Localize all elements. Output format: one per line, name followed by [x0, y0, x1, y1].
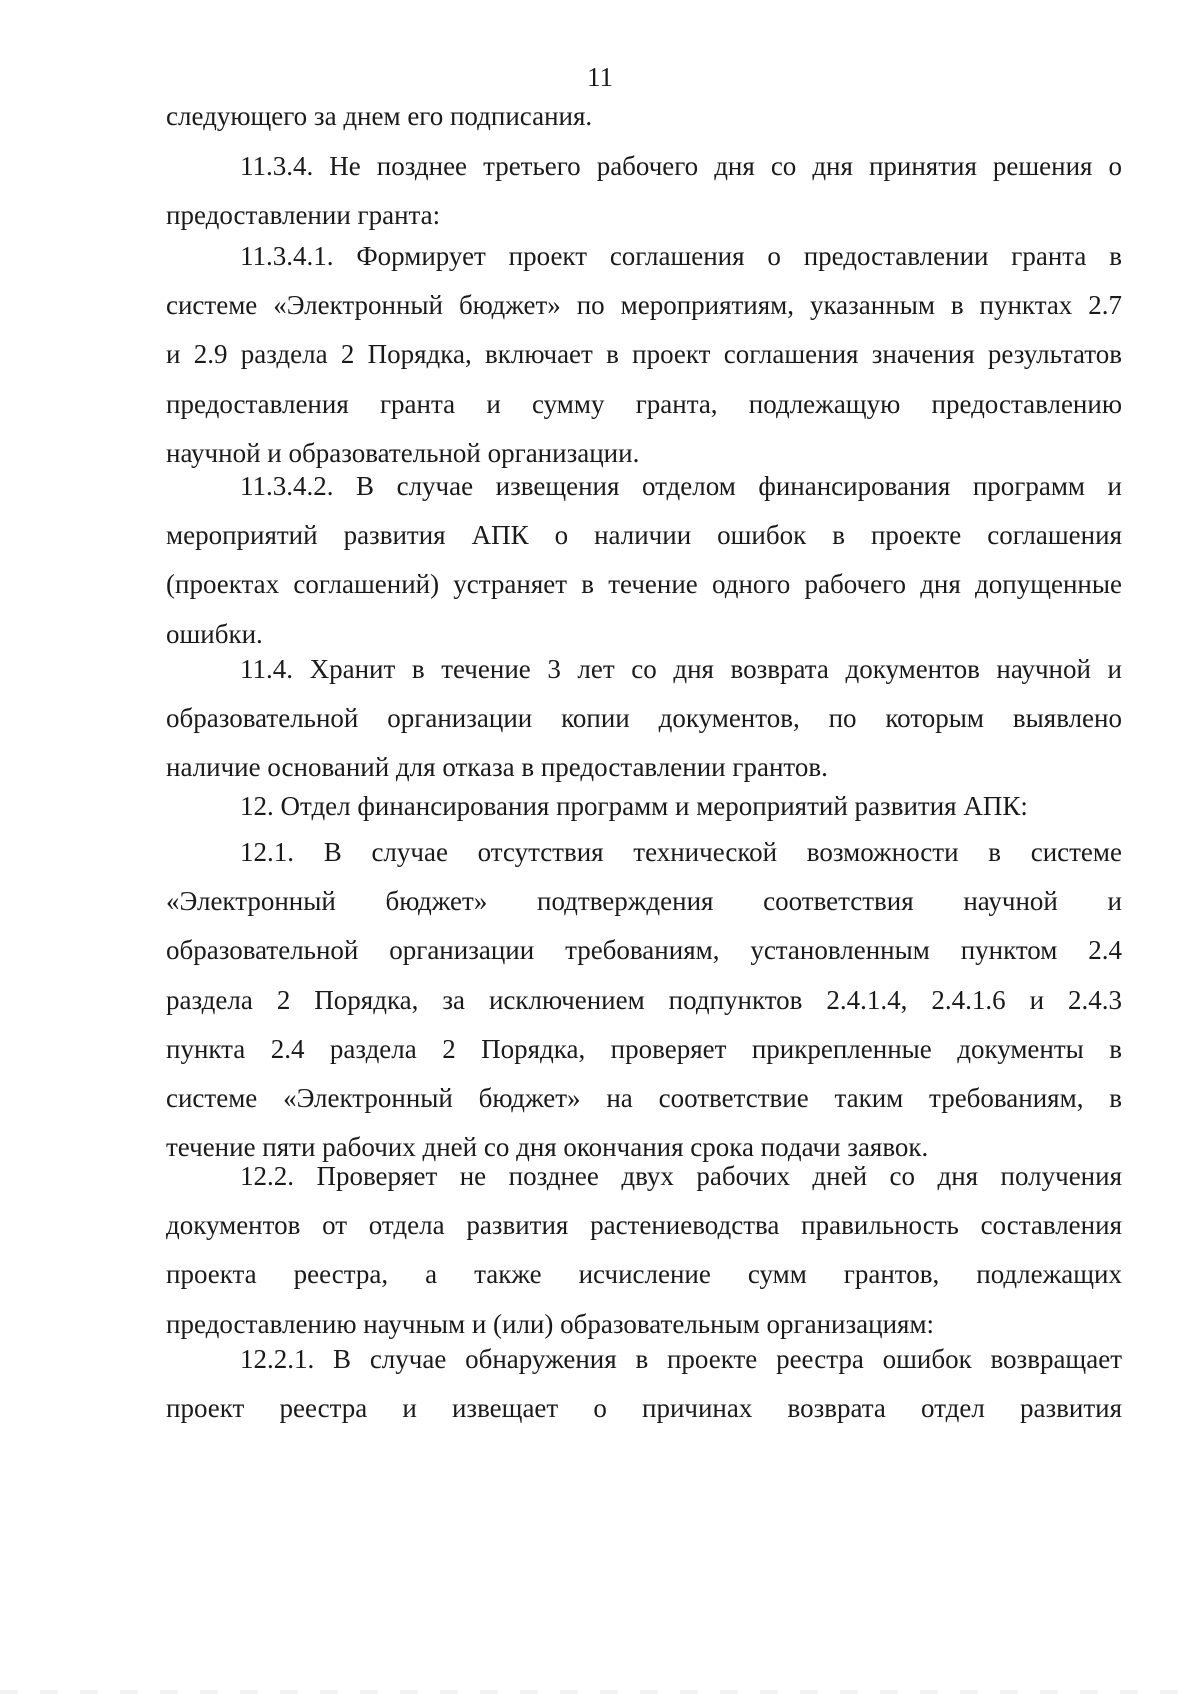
text-line: образовательной организации требованиям, установленным пунктом 2.4 — [166, 935, 1122, 966]
paragraph — [166, 1152, 1122, 1349]
paragraph — [166, 142, 1122, 240]
paragraph — [166, 462, 1122, 659]
paragraph — [166, 645, 1122, 793]
text-line: документов от отдела развития растениеводства правильность составления — [166, 1210, 1122, 1241]
text-line: наличие оснований для отказа в предоставлении грантов. — [166, 752, 828, 783]
text-line: предоставлению научным и (или) образовательным организациям: — [166, 1308, 935, 1339]
text-line: 11.4. Хранит в течение 3 лет со дня возврата документов научной и — [240, 654, 1122, 684]
text-line: 11.3.4. Не позднее третьего рабочего дня со дня принятия решения о — [240, 151, 1122, 181]
text-line: предоставлении гранта: — [166, 200, 441, 231]
text-line: (проектах соглашений) устраняет в течение одного рабочего дня допущенные — [166, 569, 1122, 600]
text-line: раздела 2 Порядка, за исключением подпунктов 2.4.1.4, 2.4.1.6 и 2.4.3 — [166, 984, 1122, 1015]
text-line: 11.3.4.2. В случае извещения отделом финансирования программ и — [240, 471, 1122, 501]
text-line: ошибки. — [166, 618, 263, 649]
text-line: системе «Электронный бюджет» на соответствие таким требованиям, в — [166, 1083, 1122, 1114]
text-line: предоставления гранта и сумму гранта, подлежащую предоставлению — [166, 388, 1122, 419]
text-line: и 2.9 раздела 2 Порядка, включает в проект соглашения значения результатов — [166, 339, 1122, 370]
text-line: системе «Электронный бюджет» по мероприятиям, указанным в пунктах 2.7 — [166, 290, 1122, 321]
text-line: течение пяти рабочих дней со дня окончания срока подачи заявок. — [166, 1132, 929, 1163]
text-line: следующего за днем его подписания. — [166, 101, 593, 131]
text-line: 12.2. Проверяет не позднее двух рабочих дней со дня получения — [240, 1161, 1122, 1191]
paragraph — [166, 782, 1122, 831]
page-number: 11 — [587, 62, 613, 92]
text-line: научной и образовательной организации. — [166, 437, 640, 468]
text-line: 12.1. В случае отсутствия технической возможности в системе — [240, 837, 1122, 867]
text-line: пункта 2.4 раздела 2 Порядка, проверяет прикрепленные документы в — [166, 1033, 1122, 1064]
paragraph — [166, 92, 1122, 141]
paragraph — [166, 232, 1122, 478]
text-line: проекта реестра, а также исчисление сумм грантов, подлежащих — [166, 1259, 1122, 1290]
text-line: «Электронный бюджет» подтверждения соответствия научной и — [166, 886, 1122, 917]
text-line: 12.2.1. В случае обнаружения в проекте реестра ошибок возвращает — [240, 1344, 1122, 1374]
paragraph — [166, 1335, 1122, 1433]
scan-artifact — [0, 1690, 1200, 1694]
paragraph — [166, 828, 1122, 1172]
text-line: 12. Отдел финансирования программ и мероприятий развития АПК: — [240, 791, 1028, 821]
text-line: мероприятий развития АПК о наличии ошибок в проекте соглашения — [166, 520, 1122, 551]
text-line: 11.3.4.1. Формирует проект соглашения о предоставлении гранта в — [240, 241, 1122, 271]
text-line: проект реестра и извещает о причинах возврата отдел развития — [166, 1393, 1122, 1424]
text-line: образовательной организации копии документов, по которым выявлено — [166, 703, 1122, 734]
